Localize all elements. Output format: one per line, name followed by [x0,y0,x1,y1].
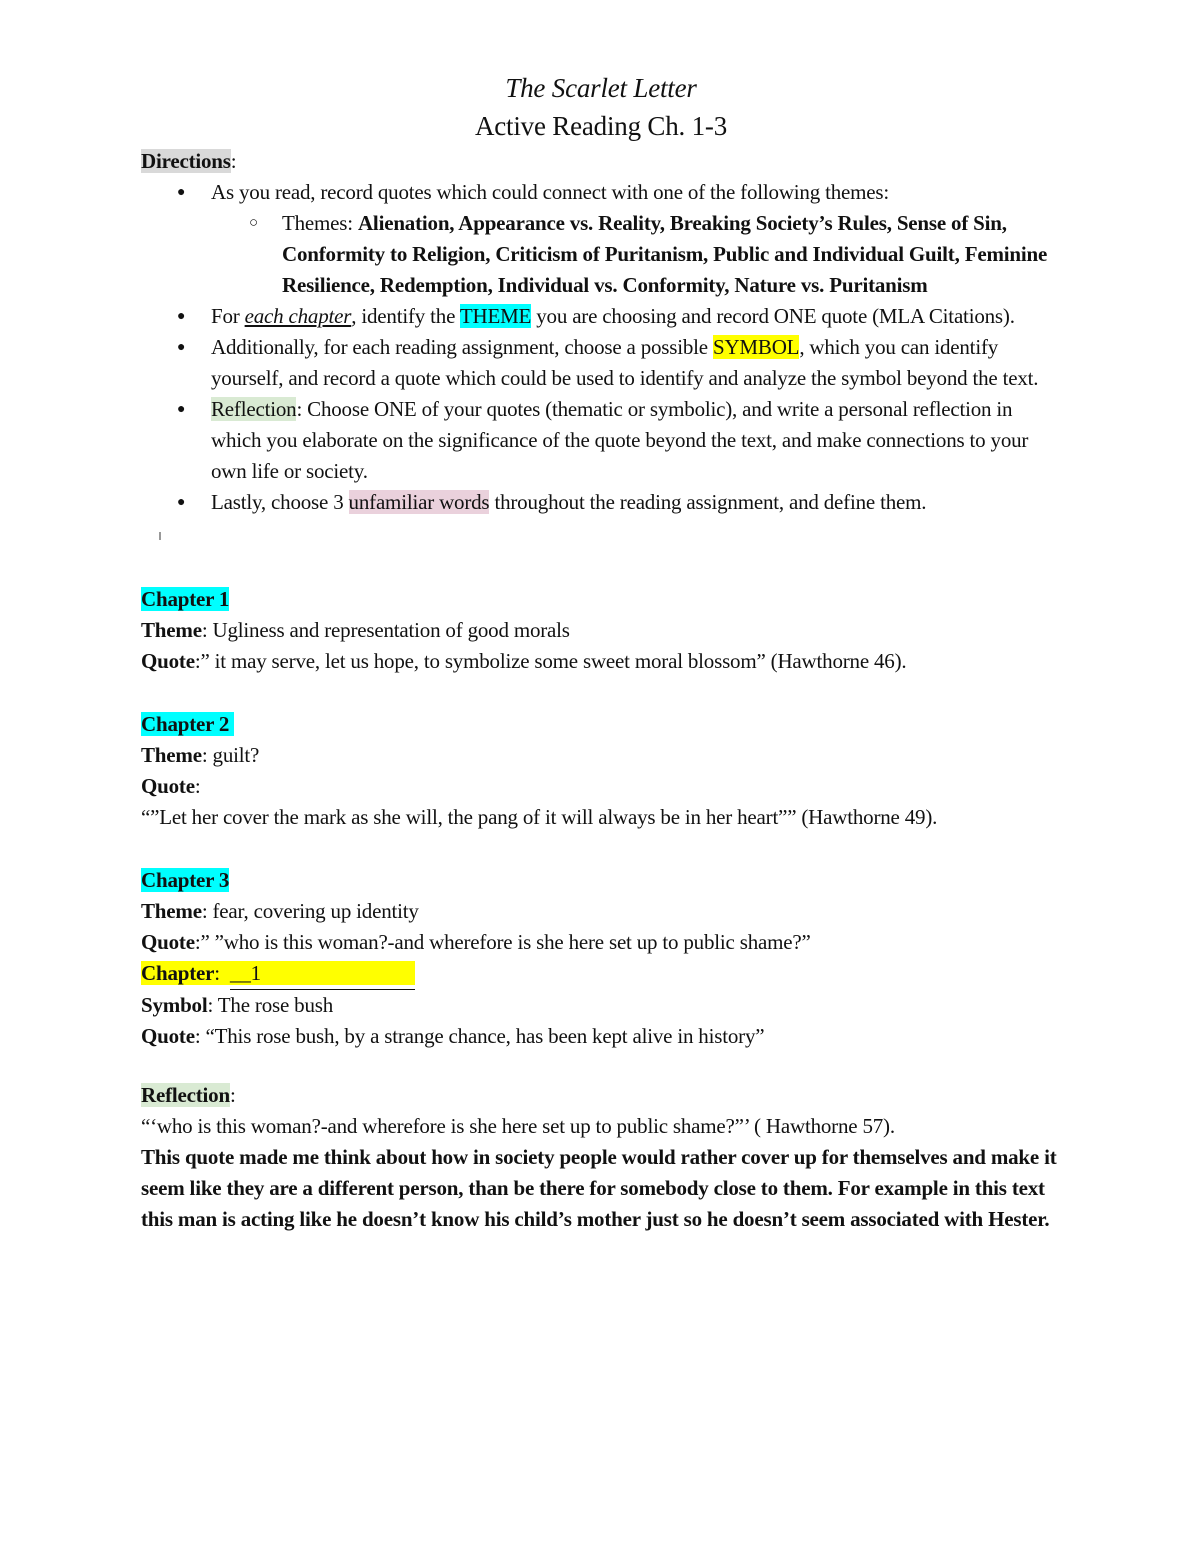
chapter-1-theme [141,615,1061,646]
symbol-line [141,990,1061,1021]
spacer [141,677,1061,709]
reflection-label: Reflection [141,1083,230,1107]
directions-bullet-1 [141,177,1061,301]
directions-colon: : [230,149,237,173]
cursor-mark [159,532,161,540]
chapter-3-theme-text: : fear, covering up identity [201,899,419,923]
bullet-1-text: As you read, record quotes which could connect with one of the following themes: [211,180,889,204]
themes-list: Alienation, Appearance vs. Reality, Breaking Society’s Rules, Sense of Sin, Conformity to Religion, Criticism of Puritanism, Public and Individual Guilt, Feminine Resilience, Redemption, Individual vs. Conformity, Nature vs. Puritanism [282,211,1048,297]
chapter-1-quote-text: :” it may serve, let us hope, to symbolize some sweet moral blossom” (Hawthorne 46). [194,649,907,673]
chapter-1-theme-label: Theme [141,618,202,642]
chapter-3-label: Chapter 3 [141,868,230,892]
bullet-4-text-b: : Choose ONE of your quotes (thematic or symbolic), and write a personal reflection in which you elaborate on the significance of the quote beyond the text, and make connections to your own life or society. [211,397,1029,483]
themes-prefix: Themes: [282,211,358,235]
chapter-1-quote [141,646,1061,677]
chapter-2-quote-colon: : [194,774,201,798]
bullet-2-emphasis: each chapter [244,304,352,328]
bullet-2-text-c: you are choosing and record ONE quote (MLA Citations). [531,304,1015,328]
chapter-2-quote-label-line [141,771,1061,802]
unfamiliar-words-highlight: unfamiliar words [348,490,490,514]
symbol-chapter-colon: : [214,961,220,985]
spacer [141,534,1061,584]
reflection-quote [141,1111,1061,1142]
chapter-3-quote [141,927,1061,958]
chapter-2-heading [141,709,1061,740]
bullet-3-text-a: Additionally, for each reading assignment, choose a possible [211,335,713,359]
chapter-2-label-pad [229,712,234,736]
spacer [141,1052,1061,1080]
reflection-body: This quote made me think about how in society people would rather cover up for themselves and make it seem like they are a different person, than be there for somebody close to them. For example in this text this man is acting like he doesn’t know his child’s mother just so he doesn’t seem associated with Hester. [141,1145,1057,1231]
document-title: The Scarlet Letter [505,73,697,103]
symbol-chapter-value: __1 [230,961,261,985]
bullet-2-text-a: For [211,304,245,328]
chapter-2-quote [141,802,1061,833]
symbol-quote-label: Quote [141,1024,195,1048]
spacer-tick [141,518,1061,534]
symbol-highlight: SYMBOL [712,335,800,359]
symbol-label: Symbol [141,993,208,1017]
chapter-3-quote-label: Quote [141,930,195,954]
chapter-3-quote-text: :” ”who is this woman?-and wherefore is she here set up to public shame?” [194,930,811,954]
chapter-3-heading [141,865,1061,896]
chapter-2-theme-text: : guilt? [201,743,260,767]
reflection-quote-text: “‘who is this woman?-and wherefore is she here set up to public shame?”’ ( Hawthorne 57). [141,1114,895,1138]
directions-bullet-3 [141,332,1061,394]
symbol-text: : The rose bush [207,993,334,1017]
bullet-5-text-a: Lastly, choose 3 [211,490,349,514]
themes-sublist [211,208,1061,301]
chapter-2-label: Chapter 2 [141,712,230,736]
chapter-1-theme-text: : Ugliness and representation of good morals [201,618,570,642]
reflection-highlight: Reflection [211,397,297,421]
theme-highlight: THEME [459,304,532,328]
symbol-chapter-line [141,958,1061,990]
reflection-colon: : [229,1083,236,1107]
directions-heading [141,146,1061,177]
directions-list [141,177,1061,518]
themes-item [211,208,1061,301]
chapter-2-theme [141,740,1061,771]
chapter-3-theme-label: Theme [141,899,202,923]
reflection-heading [141,1080,1061,1111]
chapter-1-label: Chapter 1 [141,587,230,611]
chapter-3-theme [141,896,1061,927]
chapter-2-quote-label: Quote [141,774,195,798]
symbol-chapter-highlight [141,961,415,985]
chapter-2-theme-label: Theme [141,743,202,767]
chapter-1-heading [141,584,1061,615]
document-subtitle: Active Reading Ch. 1-3 [474,111,728,141]
symbol-quote-text: : “This rose bush, by a strange chance, has been kept alive in history” [194,1024,765,1048]
chapter-2-quote-text: “”Let her cover the mark as she will, the pang of it will always be in her heart”” (Hawthorne 49). [141,805,938,829]
symbol-chapter-label: Chapter [141,961,215,985]
spacer [141,833,1061,865]
directions-bullet-5 [141,487,1061,518]
directions-label: Directions [141,149,231,173]
directions-bullet-2 [141,301,1061,332]
symbol-chapter-blank [230,958,415,990]
chapter-1-quote-label: Quote [141,649,195,673]
directions-bullet-4 [141,394,1061,487]
document-content [141,70,1061,1235]
symbol-quote-line [141,1021,1061,1052]
bullet-3-text-b: , which you can identify yourself, and record a quote which could be used to identify and analyze the symbol beyond the text. [211,335,1039,390]
bullet-5-text-b: throughout the reading assignment, and define them. [489,490,927,514]
bullet-2-text-b: , identify the [351,304,460,328]
